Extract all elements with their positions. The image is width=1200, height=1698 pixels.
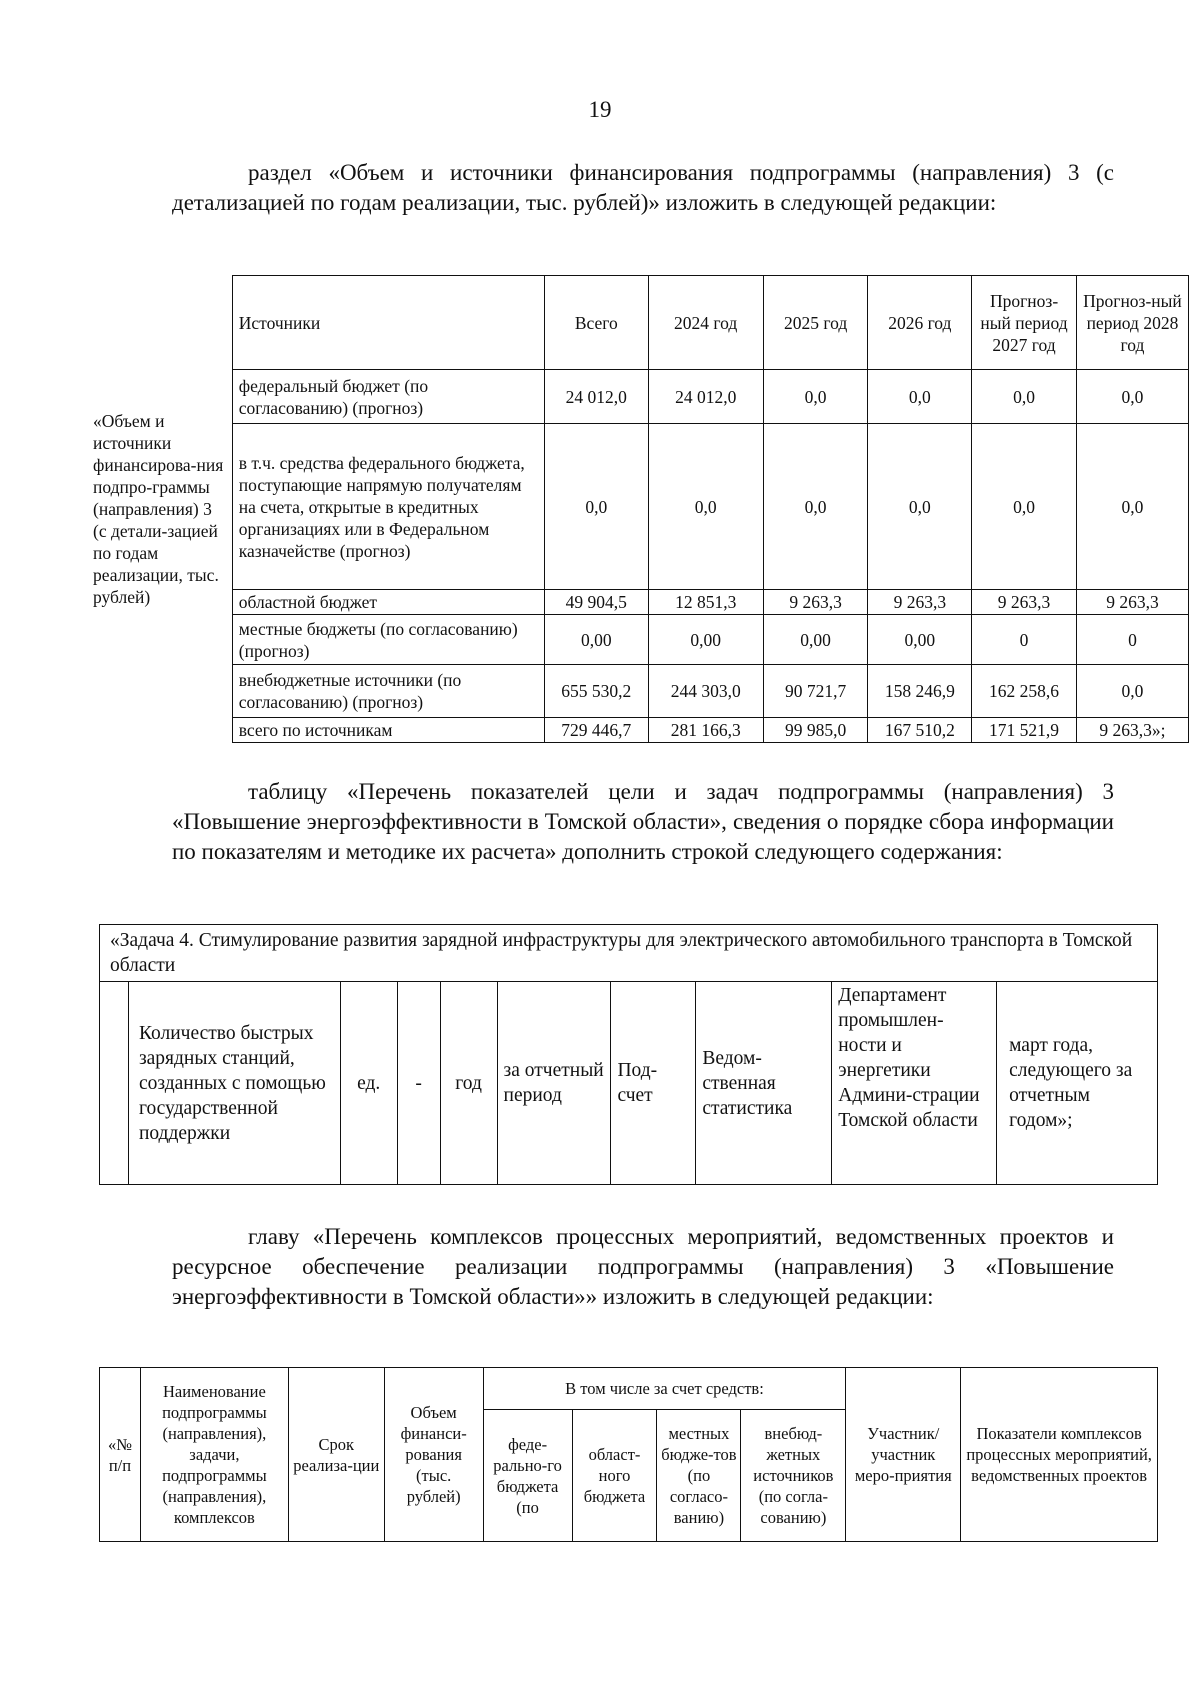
- header-2028: Прогноз-ный период 2028 год: [1076, 276, 1188, 370]
- paragraph-indicators: таблицу «Перечень показателей цели и задач подпрограммы (направления) 3 «Повышение энергоэффективности в Томской области», сведения о порядке сбора информации по показателям и методике их расчета» дополнить строкой следующего содержания:: [172, 779, 1114, 864]
- source-label: областной бюджет: [232, 590, 544, 615]
- value-cell: 0,0: [544, 424, 648, 590]
- page-number: 19: [588, 97, 612, 122]
- header-sources: Источники: [232, 276, 544, 370]
- sub-local: местных бюдже-тов (по согласо-ванию): [657, 1410, 741, 1542]
- value-cell: 0,0: [868, 424, 972, 590]
- table-row: [85, 615, 1189, 665]
- value-cell: 49 904,5: [544, 590, 648, 615]
- value-cell: 0,00: [544, 615, 648, 665]
- source-label: в т.ч. средства федерального бюджета, поступающие напрямую получателям на счета, открытые в кредитных организациях или в Федеральном казначействе (прогноз): [232, 424, 544, 590]
- value-cell: 24 012,0: [648, 370, 763, 424]
- value-cell: 0,0: [868, 370, 972, 424]
- value-cell: 9 263,3: [1076, 590, 1188, 615]
- value-cell: 0,0: [972, 424, 1077, 590]
- value-cell: 244 303,0: [648, 665, 763, 718]
- header-total: Всего: [544, 276, 648, 370]
- source-label: федеральный бюджет (по согласованию) (прогноз): [232, 370, 544, 424]
- value-cell: 281 166,3: [648, 718, 763, 743]
- col-group-sources: В том числе за счет средств:: [483, 1368, 846, 1410]
- col-number: «№ п/п: [100, 1368, 141, 1542]
- unit-cell: ед.: [340, 982, 397, 1185]
- value-cell: 158 246,9: [868, 665, 972, 718]
- funding-side-label: «Объем и источники финансирова-ния подпро-граммы (направления) 3 (с детали-зацией по годам реализации, тыс. рублей): [93, 411, 224, 607]
- resource-table: [99, 1367, 1158, 1542]
- funding-table: [85, 275, 1189, 743]
- table-row: [85, 665, 1189, 718]
- value-cell: 9 263,3: [972, 590, 1077, 615]
- col-volume: Объем финанси-рования (тыс. рублей): [384, 1368, 483, 1542]
- value-cell: 0: [972, 615, 1077, 665]
- value-cell: 12 851,3: [648, 590, 763, 615]
- paragraph-section-funding: раздел «Объем и источники финансирования подпрограммы (направления) 3 (с детализацией по годам реализации, тыс. рублей)» изложить в следующей редакции:: [172, 160, 1114, 215]
- value-cell: 90 721,7: [763, 665, 868, 718]
- value-cell: 0,0: [1076, 665, 1188, 718]
- value-cell: 162 258,6: [972, 665, 1077, 718]
- task-title: «Задача 4. Стимулирование развития зарядной инфраструктуры для электрического автомобильного транспорта в Томской области: [100, 925, 1158, 982]
- sub-regional: област-ного бюджета: [572, 1410, 657, 1542]
- value-cell: 0,0: [763, 424, 868, 590]
- value-cell: 729 446,7: [544, 718, 648, 743]
- table-row: [85, 718, 1189, 743]
- indicator-table: [99, 924, 1158, 1185]
- source-cell: Ведом-ственная статистика: [696, 982, 832, 1185]
- value-cell: 171 521,9: [972, 718, 1077, 743]
- value-cell: 0,0: [648, 424, 763, 590]
- value-cell: 0,0: [1076, 424, 1188, 590]
- method-cell: Под-счет: [611, 982, 696, 1185]
- source-label: местные бюджеты (по согласованию) (прогноз): [232, 615, 544, 665]
- sub-extra: внебюд-жетных источников (по согла-сованию): [741, 1410, 846, 1542]
- header-2024: 2024 год: [648, 276, 763, 370]
- source-label: всего по источникам: [232, 718, 544, 743]
- table-row: [85, 370, 1189, 424]
- header-2026: 2026 год: [868, 276, 972, 370]
- value-cell: 0,00: [763, 615, 868, 665]
- col-name: Наименование подпрограммы (направления), задачи, подпрограммы (направления), комплексов: [140, 1368, 288, 1542]
- value-cell: 655 530,2: [544, 665, 648, 718]
- value-cell: 9 263,3: [868, 590, 972, 615]
- col-participant: Участник/ участник меро-приятия: [846, 1368, 961, 1542]
- header-2025: 2025 год: [763, 276, 868, 370]
- dash-cell: -: [397, 982, 440, 1185]
- value-cell: 0,0: [763, 370, 868, 424]
- col-indicators: Показатели комплексов процессных мероприятий, ведомственных проектов: [961, 1368, 1158, 1542]
- value-cell: 0,0: [972, 370, 1077, 424]
- table-row: [85, 424, 1189, 590]
- source-label: внебюджетные источники (по согласованию) (прогноз): [232, 665, 544, 718]
- periodicity-cell: за отчетный период: [497, 982, 611, 1185]
- deadline-cell: март года, следующего за отчетным годом»;: [997, 982, 1158, 1185]
- period-cell: год: [440, 982, 497, 1185]
- paragraph-chapter: главу «Перечень комплексов процессных мероприятий, ведомственных проектов и ресурсное обеспечение реализации подпрограммы (направления) 3 «Повышение энергоэффективности в Томской области»» изложить в следующей редакции:: [172, 1224, 1114, 1309]
- value-cell: 0,0: [1076, 370, 1188, 424]
- table-row: [85, 590, 1189, 615]
- value-cell: 0,00: [648, 615, 763, 665]
- value-cell: 9 263,3: [763, 590, 868, 615]
- indicator-name: Количество быстрых зарядных станций, созданных с помощью государственной поддержки: [128, 982, 340, 1185]
- value-cell: 99 985,0: [763, 718, 868, 743]
- value-cell: 0: [1076, 615, 1188, 665]
- value-cell: 0,00: [868, 615, 972, 665]
- table-row: [100, 982, 1158, 1185]
- sub-federal: феде-рально-го бюджета (по: [483, 1410, 572, 1542]
- value-cell: 167 510,2: [868, 718, 972, 743]
- header-2027: Прогноз-ный период 2027 год: [972, 276, 1077, 370]
- value-cell: 9 263,3»;: [1076, 718, 1188, 743]
- empty-cell: [100, 982, 129, 1185]
- col-term: Срок реализа-ции: [288, 1368, 384, 1542]
- responsible-cell: Департамент промышлен-ности и энергетики Админи-страции Томской области: [832, 982, 997, 1185]
- value-cell: 24 012,0: [544, 370, 648, 424]
